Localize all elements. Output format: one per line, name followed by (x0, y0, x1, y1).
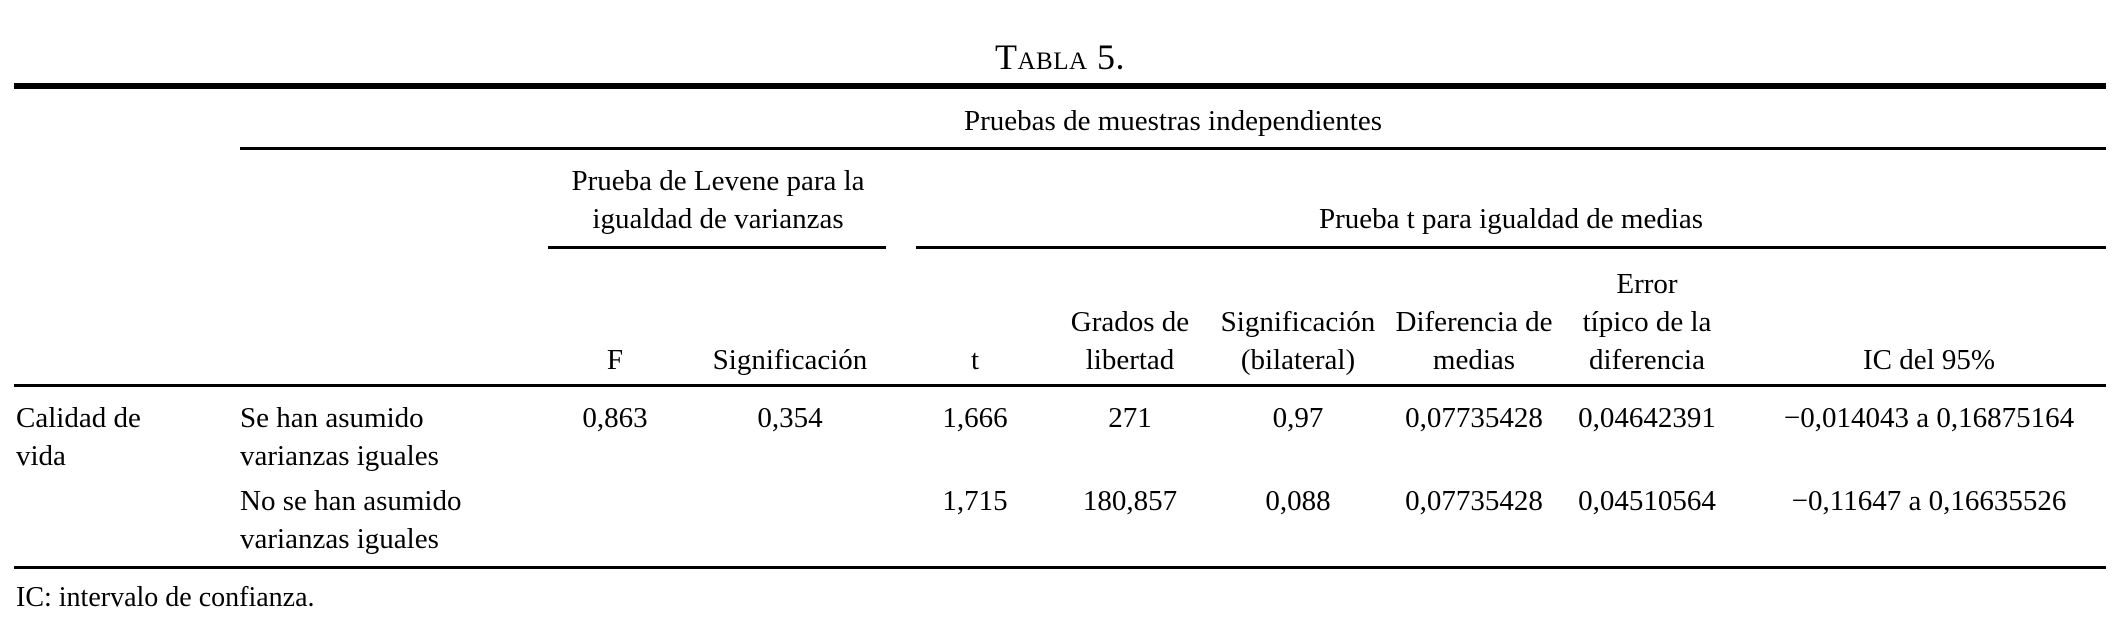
cell-t: 1,666 (942, 402, 1008, 434)
row-label-line1: Calidad de (16, 402, 141, 434)
col-header-error-line2: típico de la (1582, 306, 1712, 338)
table-title: Tabla 5. (994, 37, 1126, 77)
row-case-line1: No se han asumido (240, 485, 462, 517)
cell-significacion: 0,354 (757, 402, 823, 434)
table-footnote: IC: intervalo de confianza. (16, 582, 315, 613)
cell-diferencia: 0,07735428 (1405, 402, 1543, 434)
cell-sig-bilateral: 0,97 (1272, 402, 1324, 434)
col-header-sigb-line1: Significación (1220, 306, 1376, 338)
cell-diferencia: 0,07735428 (1405, 485, 1543, 517)
col-header-sigb-line2: (bilateral) (1240, 344, 1356, 376)
col-header-grados-line2: libertad (1085, 344, 1175, 376)
col-header-diferencia-line2: medias (1432, 344, 1516, 376)
col-header-significacion: Significación (712, 344, 868, 376)
cell-f: 0,863 (582, 402, 648, 434)
cell-grados: 180,857 (1082, 485, 1178, 517)
row-label-line2: vida (16, 440, 66, 472)
cell-ic: −0,014043 a 0,16875164 (1783, 402, 2075, 434)
col-header-error-line3: diferencia (1589, 344, 1705, 376)
bottom-rule (14, 566, 2106, 569)
cell-error: 0,04642391 (1578, 402, 1716, 434)
col-header-f: F (606, 344, 624, 376)
cell-ic: −0,11647 a 0,16635526 (1791, 485, 2067, 517)
header-rule (14, 384, 2106, 387)
cell-t: 1,715 (942, 485, 1008, 517)
row-case-line2: varianzas iguales (240, 523, 439, 555)
col-header-error-line1: Error (1616, 268, 1678, 300)
row-case-line2: varianzas iguales (240, 440, 439, 472)
col-header-grados-line1: Grados de (1070, 306, 1190, 338)
cell-sig-bilateral: 0,088 (1265, 485, 1331, 517)
cell-error: 0,04510564 (1578, 485, 1716, 517)
col-header-ic: IC del 95% (1862, 344, 1996, 376)
spanning-header-rule (240, 147, 2106, 150)
ttest-group-header: Prueba t para igualdad de medias (1318, 203, 1704, 235)
top-rule (14, 83, 2106, 89)
spanning-header: Pruebas de muestras independientes (964, 105, 1382, 137)
col-header-diferencia-line1: Diferencia de (1395, 306, 1553, 338)
levene-group-rule (548, 246, 886, 249)
col-header-t: t (970, 344, 980, 376)
cell-grados: 271 (1108, 402, 1152, 434)
row-case-line1: Se han asumido (240, 402, 424, 434)
ttest-group-rule (916, 246, 2106, 249)
levene-group-header-line2: igualdad de varianzas (592, 203, 844, 235)
levene-group-header-line1: Prueba de Levene para la (571, 165, 865, 197)
